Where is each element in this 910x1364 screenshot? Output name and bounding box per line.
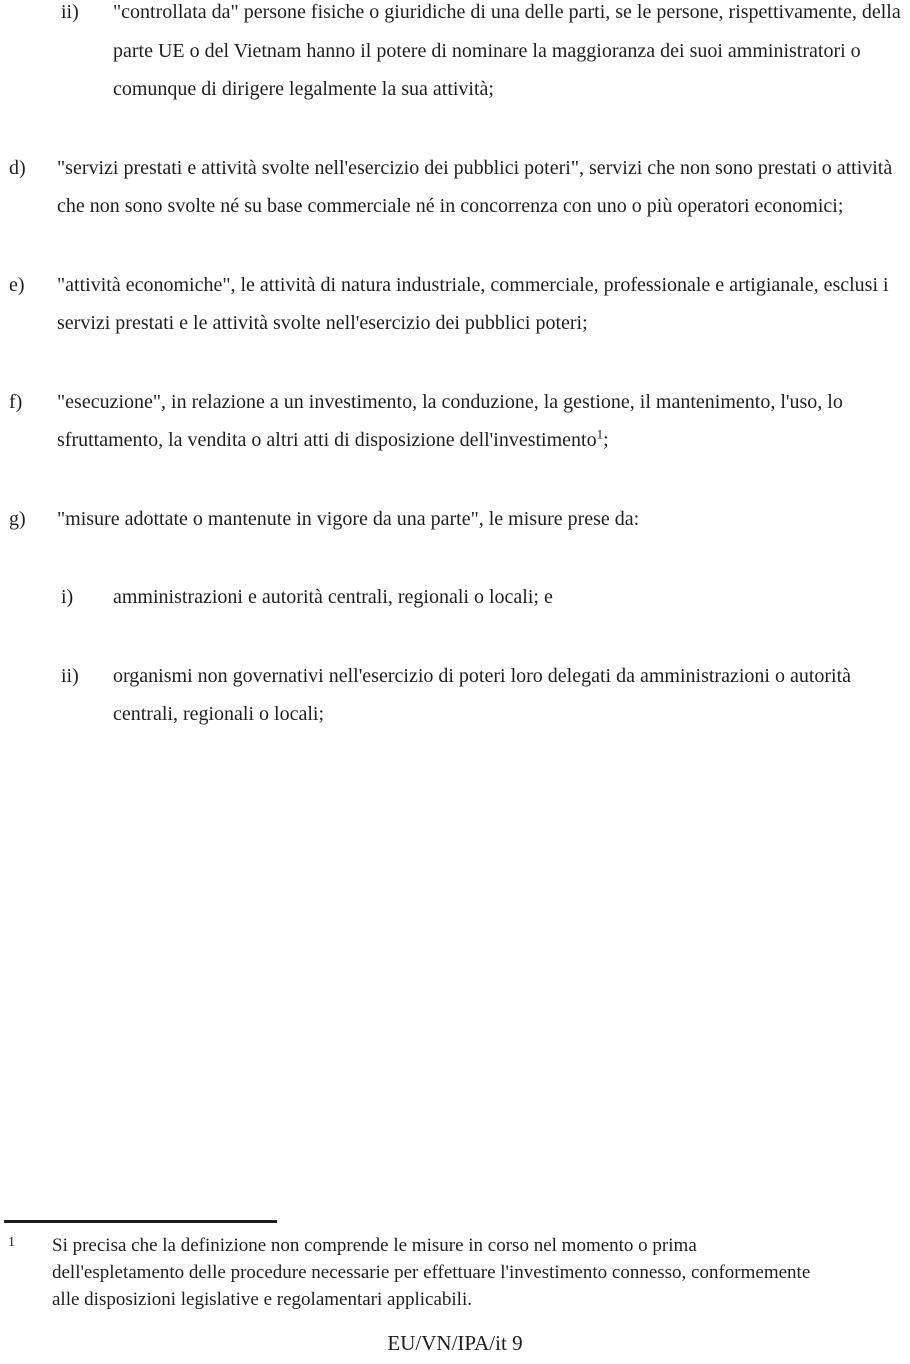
item-marker: g)	[9, 507, 26, 530]
item-marker: f)	[9, 390, 23, 413]
list-item	[0, 149, 910, 226]
footnote	[0, 1232, 910, 1313]
footnote-marker: 1	[8, 1235, 15, 1250]
list-item	[0, 500, 910, 539]
list-item	[0, 657, 910, 734]
footnote-separator-rule	[4, 1220, 277, 1223]
footnote-ref-1: 1	[596, 426, 604, 442]
document-reference: EU/VN/IPA/it 9	[387, 1331, 523, 1355]
list-item	[0, 0, 910, 109]
item-marker: d)	[9, 156, 26, 179]
item-text: organismi non governativi nell'esercizio di poteri loro delegati da amministrazioni o autorità centrali, regionali o locali;	[113, 664, 852, 725]
page-footer	[0, 1330, 910, 1356]
item-marker: e)	[9, 273, 25, 296]
item-marker: ii)	[61, 1, 79, 23]
item-text: "misure adottate o mantenute in vigore da una parte", le misure prese da:	[57, 507, 640, 530]
footnote-text: Si precisa che la definizione non comprende le misure in corso nel momento o prima dell'espletamento delle procedure necessarie per effettuare l'investimento connesso, conformemente alle disposizioni legislative e regolamentari applicabili.	[52, 1235, 811, 1310]
item-text: amministrazioni e autorità centrali, regionali o locali; e	[113, 586, 553, 608]
item-marker: i)	[61, 586, 74, 608]
item-text-main: "esecuzione", in relazione a un investimento, la conduzione, la gestione, il mantenimento, l'uso, lo sfruttamento, la vendita o altri atti di disposizione dell'investimento	[57, 390, 843, 451]
item-text: "servizi prestati e attività svolte nell'esercizio dei pubblici poteri", servizi che non sono prestati o attività che non sono svolte né su base commerciale né in concorrenza con uno o più operatori economici;	[57, 156, 893, 217]
list-item	[0, 266, 910, 343]
footnote-section	[0, 1220, 910, 1313]
item-text: "controllata da" persone fisiche o giuridiche di una delle parti, se le persone, rispettivamente, della parte UE o del Vietnam hanno il potere di nominare la maggioranza dei suoi amministratori o comunque di dirigere legalmente la sua attività;	[113, 1, 901, 100]
item-text	[57, 383, 910, 460]
item-text: "attività economiche", le attività di natura industriale, commerciale, professionale e artigianale, esclusi i servizi prestati e le attività svolte nell'esercizio dei pubblici poteri;	[57, 273, 889, 334]
item-text-tail: ;	[603, 429, 609, 451]
item-marker: ii)	[61, 664, 79, 687]
list-item	[0, 578, 910, 617]
list-item	[0, 383, 910, 460]
